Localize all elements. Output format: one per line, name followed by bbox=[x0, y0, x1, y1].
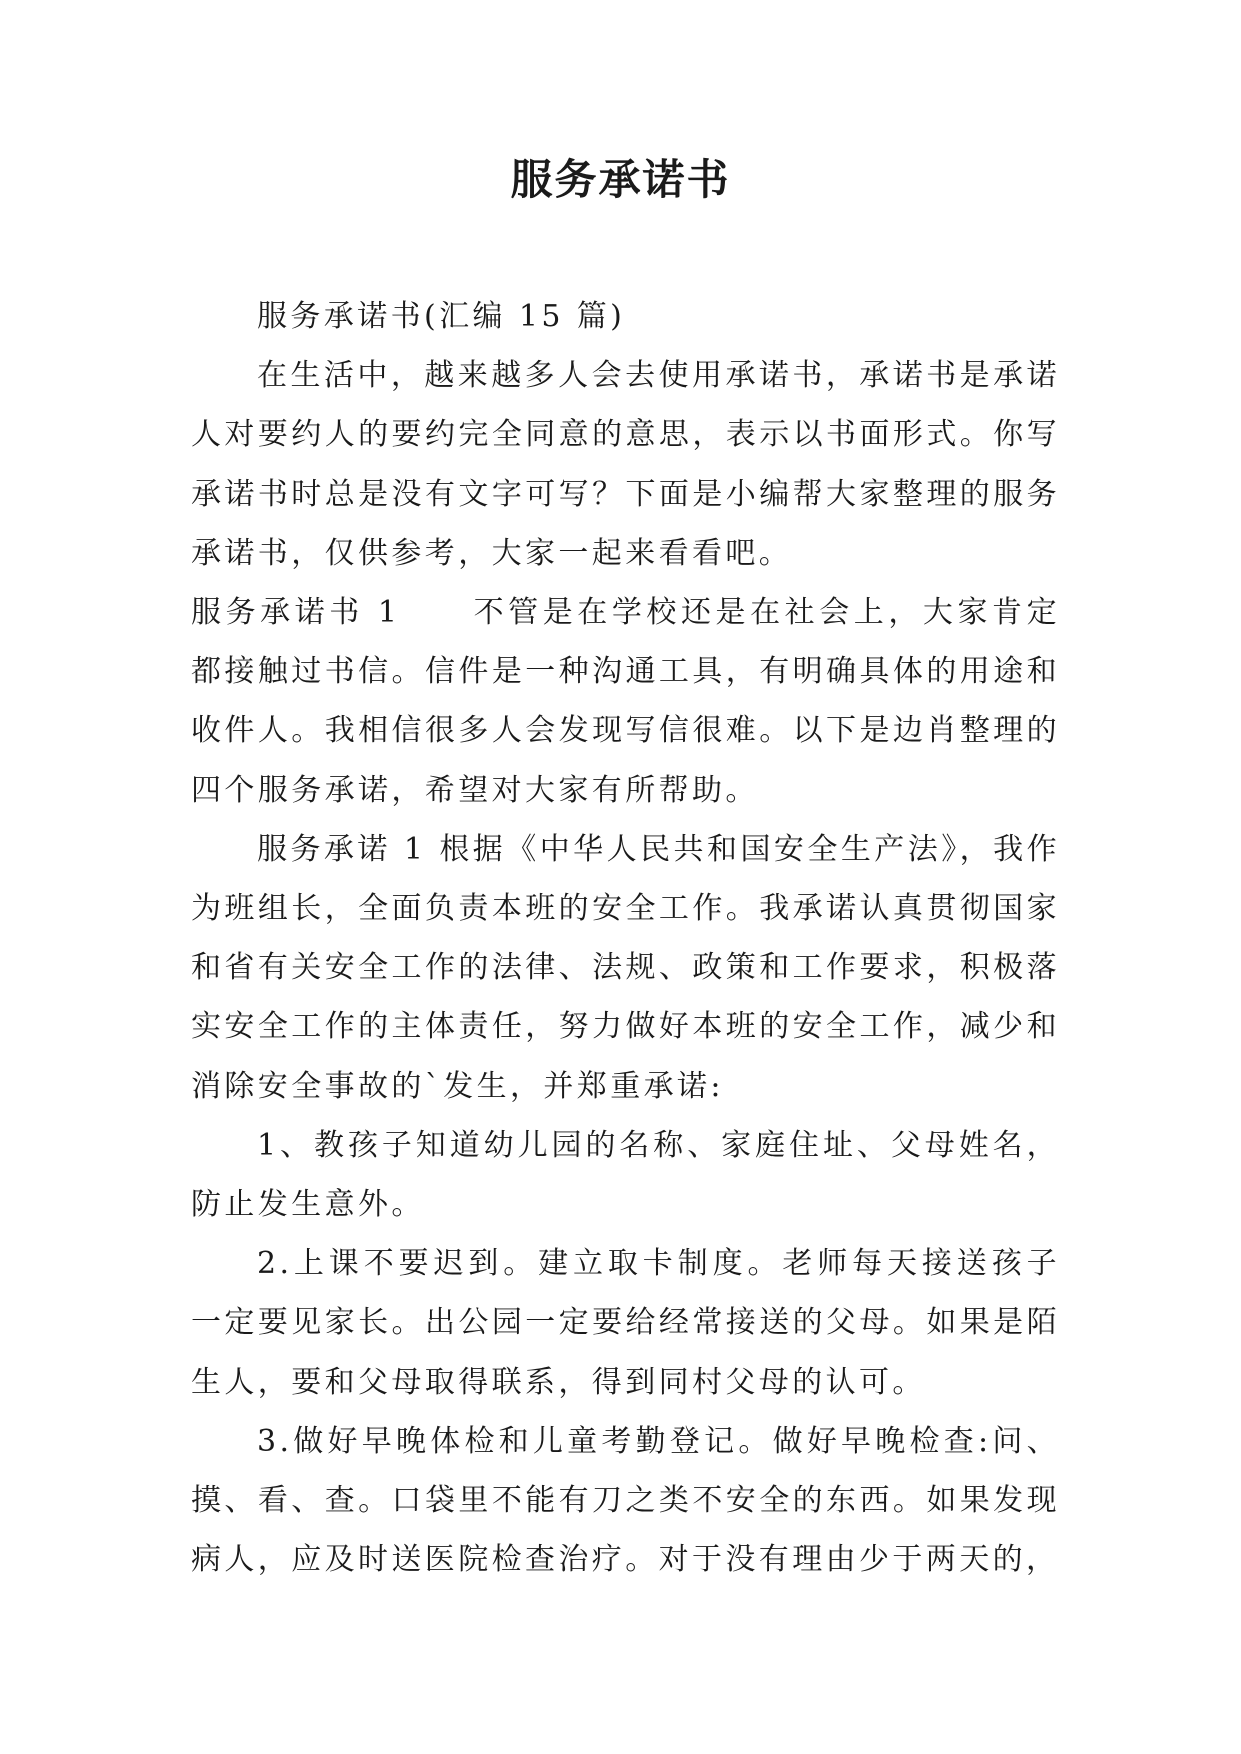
section-1-text: 不管是在学校还是在社会上，大家肯定都接触过书信。信件是一种沟通工具，有明确具体的用途和收件人。我相信很多人会发现写信很难。以下是边肖整理的四个服务承诺，希望对大家有所帮助。 bbox=[191, 595, 1060, 808]
list-item-1: 1、教孩子知道幼儿园的名称、家庭住址、父母姓名，防止发生意外。 bbox=[191, 1127, 1060, 1223]
intro-paragraph: 在生活中，越来越多人会去使用承诺书，承诺书是承诺人对要约人的要约完全同意的意思，表示以书面形式。你写承诺书时总是没有文字可写？下面是小编帮大家整理的服务承诺书，仅供参考，大家一起来看看吧。 bbox=[191, 358, 1060, 571]
commitment-1-paragraph: 服务承诺 1 根据《中华人民共和国安全生产法》，我作为班组长，全面负责本班的安全工作。我承诺认真贯彻国家和省有关安全工作的法律、法规、政策和工作要求，积极落实安全工作的主体责任，努力做好本班的安全工作，减少和消除安全事故的`发生，并郑重承诺: bbox=[191, 831, 1060, 1104]
document-title: 服务承诺书 bbox=[510, 155, 731, 204]
section-1-paragraph bbox=[191, 583, 1060, 820]
document-body bbox=[191, 287, 1060, 1589]
subtitle: 服务承诺书(汇编 15 篇) bbox=[257, 299, 626, 334]
section-1-heading: 服务承诺书 1 bbox=[191, 595, 401, 631]
list-item-3: 3.做好早晚体检和儿童考勤登记。做好早晚检查:问、摸、看、查。口袋里不能有刀之类不安全的东西。如果发现病人，应及时送医院检查治疗。对于没有理由少于两天的， bbox=[191, 1423, 1060, 1578]
list-item-2: 2.上课不要迟到。建立取卡制度。老师每天接送孩子一定要见家长。出公园一定要给经常接送的父母。如果是陌生人，要和父母取得联系，得到同村父母的认可。 bbox=[191, 1246, 1060, 1400]
